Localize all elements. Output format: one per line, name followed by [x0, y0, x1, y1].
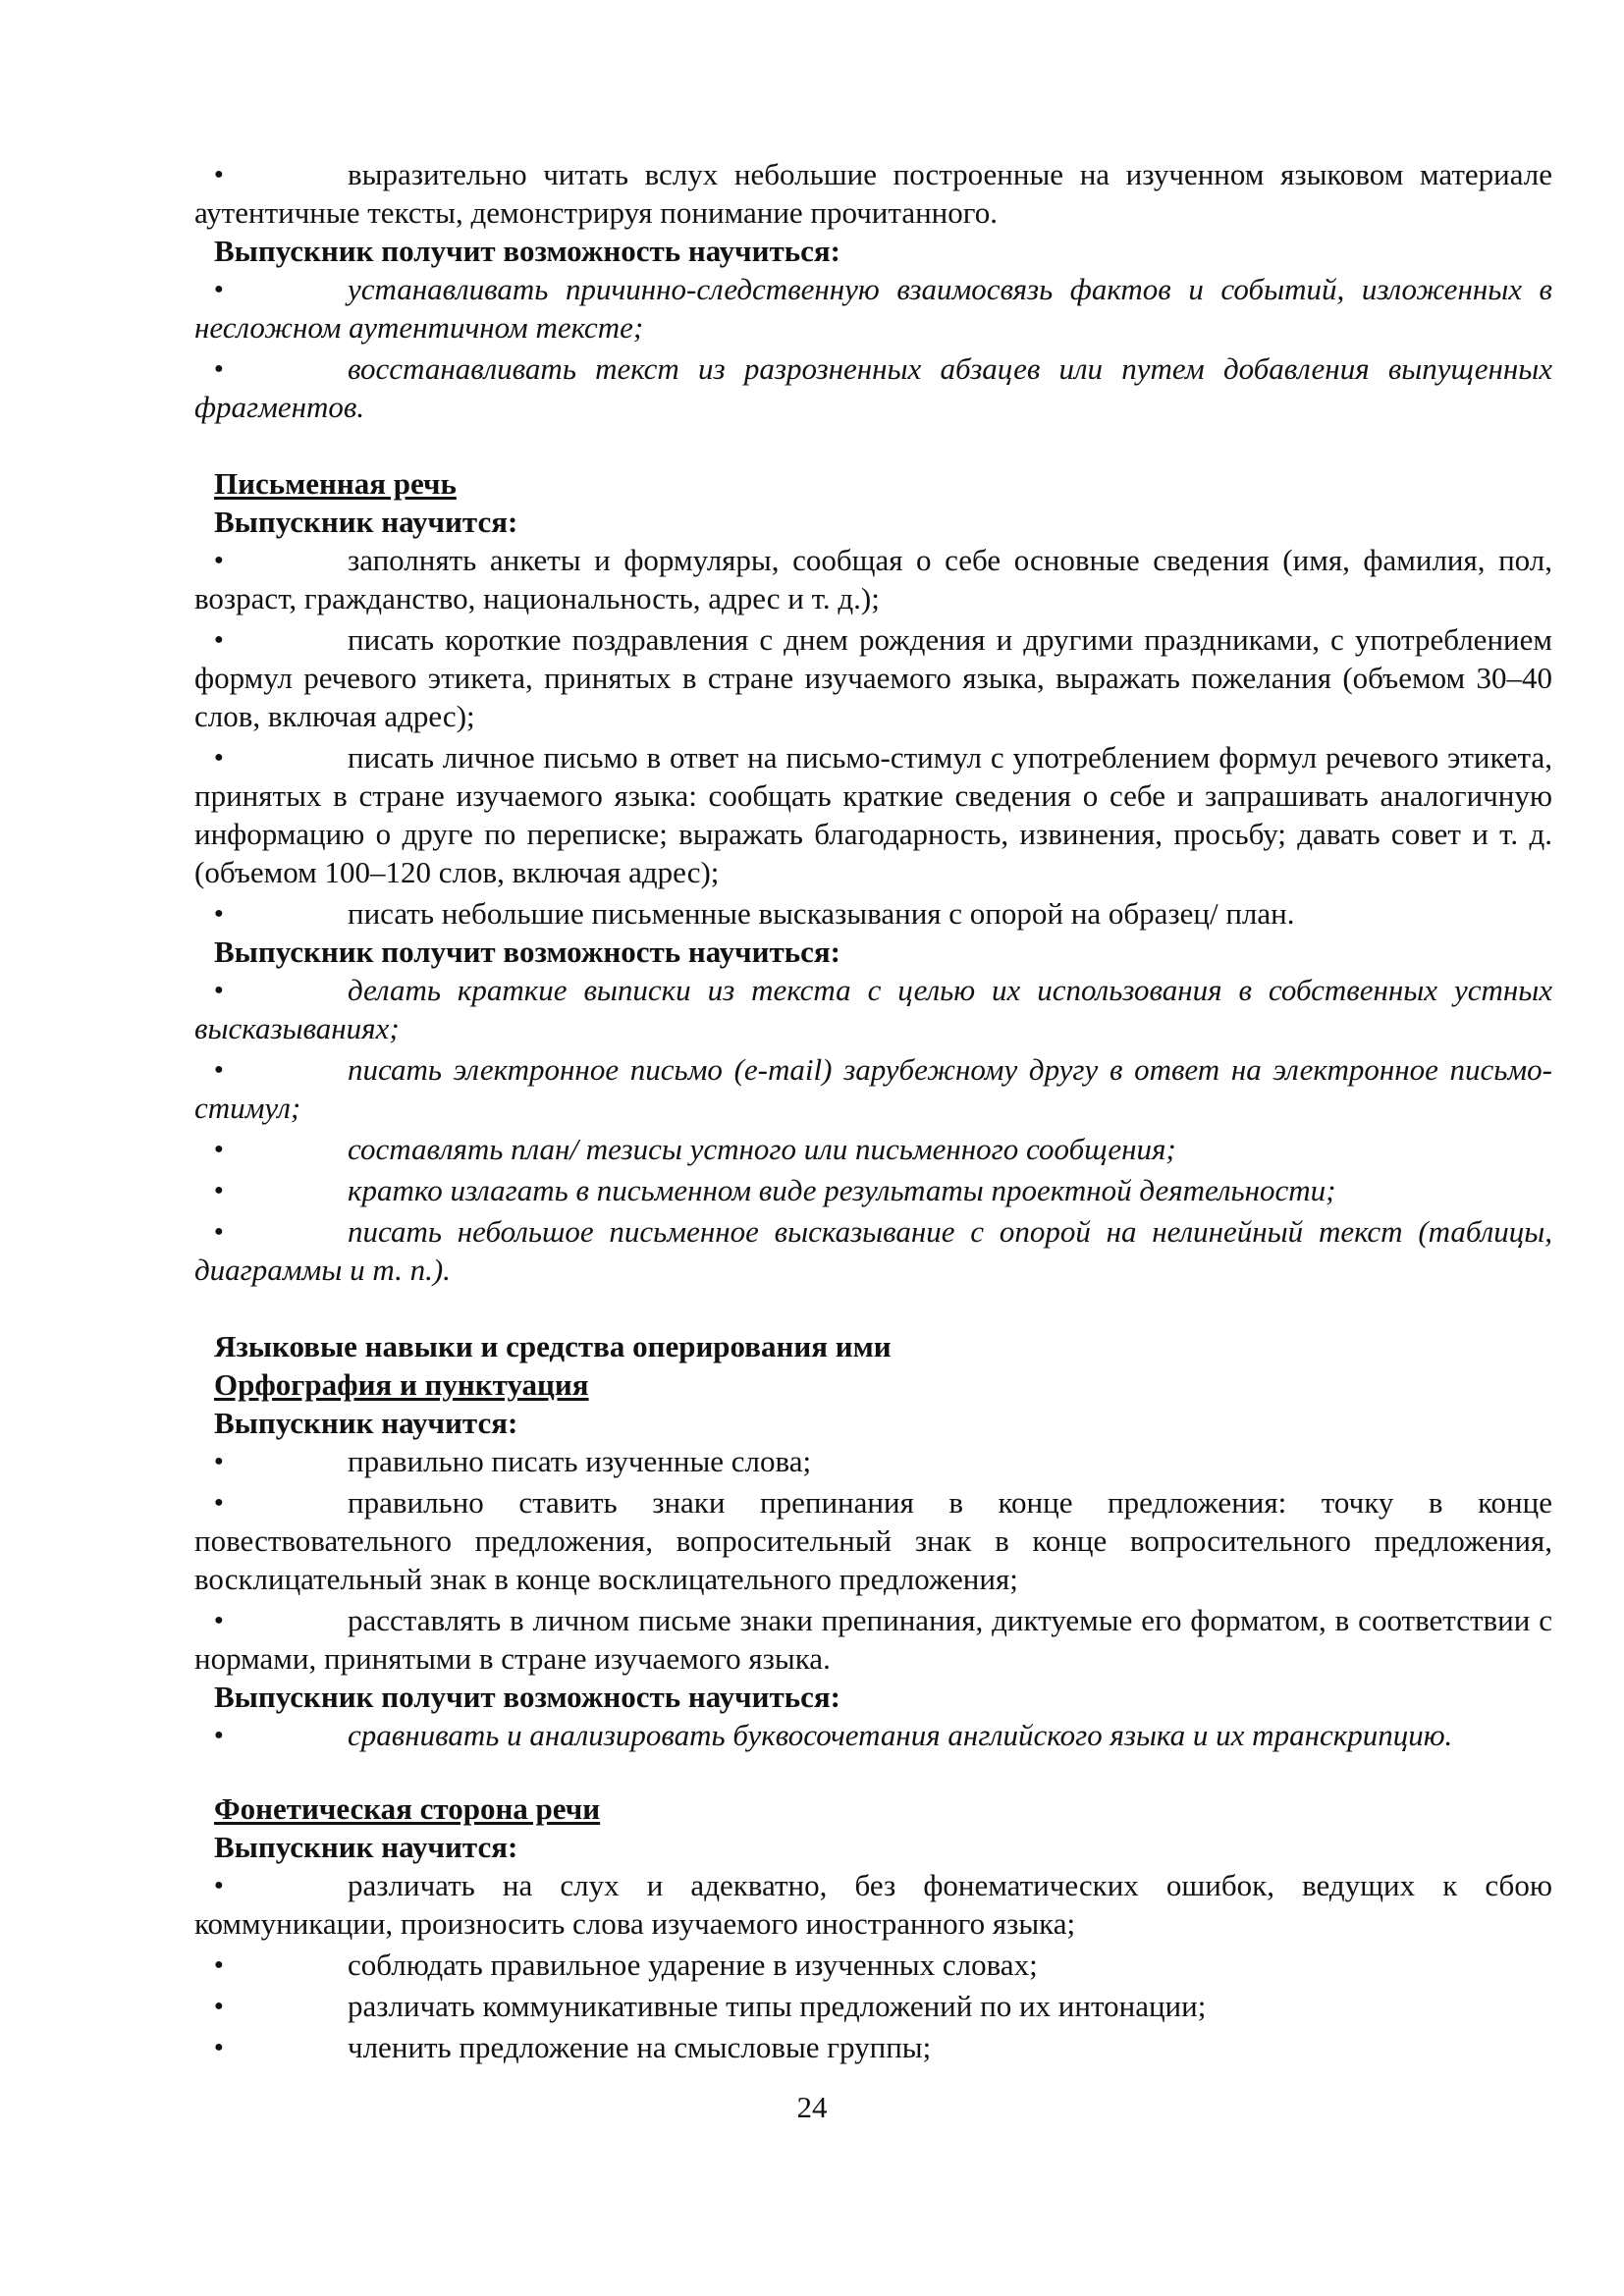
- list-item: ● различать на слух и адекватно, без фонематических ошибок, ведущих к сбою коммуникации, произносить слова изучаемого иностранного языка;: [194, 1866, 1552, 1943]
- section-heading: Выпускник научится:: [214, 505, 518, 539]
- section-title-writing: Письменная речь: [214, 466, 457, 501]
- list-item: ● членить предложение на смысловые группы;: [194, 2028, 1552, 2066]
- list-item: ● правильно ставить знаки препинания в конце предложения: точку в конце повествовательного предложения, вопросительный знак в конце вопросительного предложения, восклицательный знак в конце восклицательного предложения;: [194, 1483, 1552, 1598]
- section-title-language: Языковые навыки и средства оперирования ими: [214, 1329, 892, 1363]
- list-item: ● писать небольшое письменное высказывание с опорой на нелинейный текст (таблицы, диаграммы и т. п.).: [194, 1212, 1552, 1289]
- section-heading: Выпускник научится:: [214, 1406, 518, 1440]
- list-item: ● делать краткие выписки из текста с целью их использования в собственных устных высказываниях;: [194, 971, 1552, 1047]
- list-item: ● писать личное письмо в ответ на письмо-стимул с употреблением формул речевого этикета, принятых в стране изучаемого языка: сообщать краткие сведения о себе и запрашивать аналогичную информацию о друге по переписке; выражать благодарность, извинения, просьбу; давать совет и т. д. (объемом 100–120 слов, включая адрес);: [194, 738, 1552, 891]
- page-number: 24: [796, 2090, 828, 2124]
- list-item: ● расставлять в личном письме знаки препинания, диктуемые его форматом, в соответствии с нормами, принятыми в стране изучаемого языка.: [194, 1601, 1552, 1678]
- list-item: ● соблюдать правильное ударение в изученных словах;: [194, 1946, 1552, 1984]
- list-item: ● писать небольшие письменные высказывания с опорой на образец/ план.: [194, 894, 1552, 933]
- list-item: ● правильно писать изученные слова;: [194, 1442, 1552, 1480]
- section-heading: Выпускник научится:: [214, 1830, 518, 1864]
- list-item: ● восстанавливать текст из разрозненных абзацев или путем добавления выпущенных фрагментов.: [194, 349, 1552, 426]
- section-title-phonetics: Фонетическая сторона речи: [214, 1791, 601, 1826]
- section-heading: Выпускник получит возможность научиться:: [214, 234, 840, 268]
- document-page: [194, 155, 1552, 2066]
- list-item: ● писать электронное письмо (e-mail) зарубежному другу в ответ на электронное письмо-стимул;: [194, 1050, 1552, 1127]
- list-item: ● составлять план/ тезисы устного или письменного сообщения;: [194, 1130, 1552, 1168]
- list-item: ● различать коммуникативные типы предложений по их интонации;: [194, 1987, 1552, 2025]
- list-item: ● сравнивать и анализировать буквосочетания английского языка и их транскрипцию.: [194, 1716, 1552, 1754]
- list-item: ● писать короткие поздравления с днем рождения и другими праздниками, с употреблением формул речевого этикета, принятых в стране изучаемого языка, выражать пожелания (объемом 30–40 слов, включая адрес);: [194, 620, 1552, 735]
- list-item: ● устанавливать причинно-следственную взаимосвязь фактов и событий, изложенных в несложном аутентичном тексте;: [194, 270, 1552, 347]
- list-item: ● кратко излагать в письменном виде результаты проектной деятельности;: [194, 1171, 1552, 1209]
- section-heading: Выпускник получит возможность научиться:: [214, 1680, 840, 1714]
- list-item: ● выразительно читать вслух небольшие построенные на изученном языковом материале аутентичные тексты, демонстрируя понимание прочитанного.: [194, 155, 1552, 232]
- section-title-orthography: Орфография и пунктуация: [214, 1367, 589, 1402]
- list-item: ● заполнять анкеты и формуляры, сообщая о себе основные сведения (имя, фамилия, пол, возраст, гражданство, национальность, адрес и т. д.);: [194, 541, 1552, 617]
- section-heading: Выпускник получит возможность научиться:: [214, 934, 840, 969]
